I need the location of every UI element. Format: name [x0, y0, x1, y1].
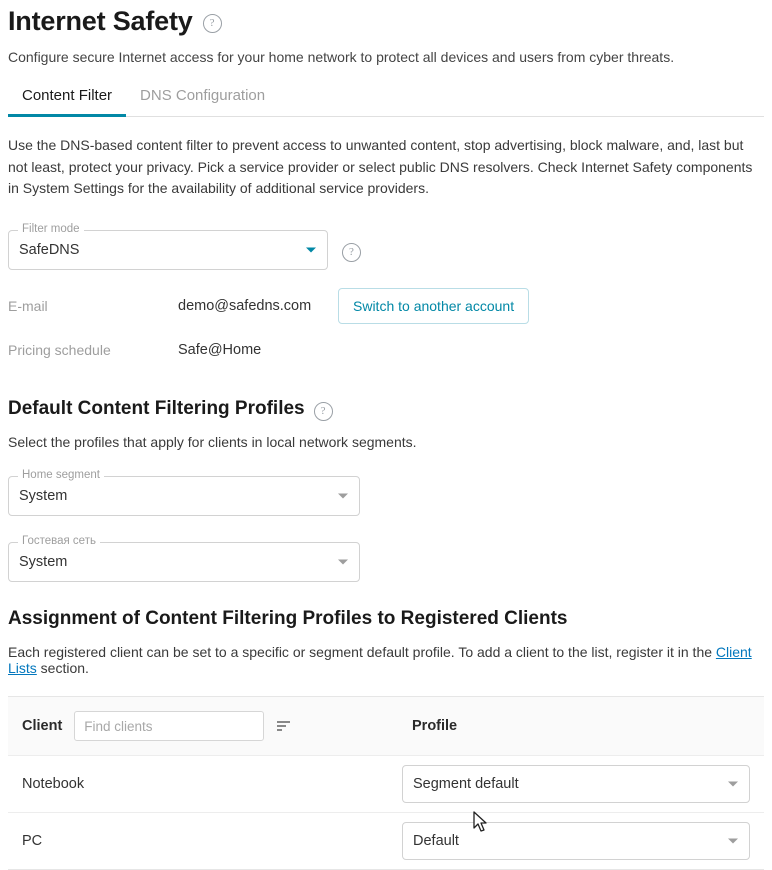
- filter-mode-help-circle-icon[interactable]: ?: [342, 243, 361, 262]
- profile-value: Default: [413, 833, 459, 850]
- default-profiles-header: [8, 398, 764, 420]
- table-row: [8, 813, 764, 869]
- content-filter-description: Use the DNS-based content filter to prevent access to unwanted content, stop advertising, block malware, and, last but not least, protect your privacy. Pick a service provider or select public DNS resolvers. Check Internet Safety components in System Settings for the availability of additional service providers.: [8, 137, 753, 197]
- client-column-label: Client: [22, 718, 63, 735]
- chevron-down-icon[interactable]: [338, 494, 348, 499]
- filter-mode-row: [8, 223, 764, 270]
- page-title: Internet Safety: [8, 6, 193, 36]
- profile-cell: [402, 765, 750, 803]
- client-column-header: [22, 711, 402, 741]
- home-segment-select[interactable]: [8, 469, 360, 516]
- pricing-schedule-value: Safe@Home: [178, 342, 262, 359]
- assignment-description: [8, 644, 764, 676]
- assignment-description-part1: Each registered client can be set to a specific or segment default profile. To add a client to the list, register it in the: [8, 644, 716, 661]
- table-row: [8, 756, 764, 813]
- profile-value: Segment default: [413, 776, 519, 793]
- pricing-schedule-label: Pricing schedule: [8, 342, 111, 359]
- assignment-header: [8, 608, 764, 630]
- profile-select[interactable]: [402, 765, 750, 803]
- guest-segment-label: Гостевая сеть: [18, 535, 100, 547]
- help-circle-icon[interactable]: ?: [203, 14, 222, 33]
- tab-dns-configuration[interactable]: DNS Configuration: [140, 87, 266, 104]
- email-label: E-mail: [8, 298, 48, 315]
- default-profiles-help-circle-icon[interactable]: ?: [314, 402, 333, 421]
- default-profiles-description: Select the profiles that apply for clients in local network segments.: [8, 434, 417, 451]
- profile-cell: [402, 822, 750, 860]
- home-segment-label: Home segment: [18, 469, 104, 481]
- filter-mode-label: Filter mode: [18, 223, 84, 235]
- assignment-title: Assignment of Content Filtering Profiles to Registered Clients: [8, 608, 568, 630]
- chevron-down-icon[interactable]: [728, 782, 738, 787]
- filter-mode-value: SafeDNS: [19, 242, 80, 259]
- table-header-row: [8, 697, 764, 756]
- chevron-down-icon[interactable]: [338, 560, 348, 565]
- client-lists-link[interactable]: Client Lists: [8, 644, 752, 677]
- profile-select[interactable]: [402, 822, 750, 860]
- clients-table: [8, 696, 764, 870]
- tab-bar: [8, 87, 764, 117]
- sort-icon[interactable]: [276, 719, 294, 733]
- chevron-down-icon[interactable]: [728, 839, 738, 844]
- client-name: PC: [22, 833, 43, 850]
- page-subtitle: Configure secure Internet access for your home network to protect all devices and users from cyber threats.: [8, 49, 675, 65]
- switch-account-button[interactable]: Switch to another account: [338, 288, 529, 324]
- client-name: Notebook: [22, 776, 85, 793]
- tab-content-filter[interactable]: Content Filter: [8, 87, 126, 116]
- assignment-description-part2: section.: [36, 660, 89, 677]
- guest-segment-value: System: [19, 554, 68, 571]
- email-value: demo@safedns.com: [178, 298, 312, 315]
- page-header: [8, 0, 764, 37]
- home-segment-value: System: [19, 488, 68, 505]
- email-row: [8, 288, 764, 324]
- profile-column-header: Profile: [412, 718, 458, 735]
- guest-segment-select[interactable]: [8, 535, 360, 582]
- filter-mode-select[interactable]: [8, 223, 328, 270]
- find-clients-input[interactable]: [74, 711, 264, 741]
- pricing-schedule-row: [8, 342, 764, 358]
- default-profiles-title: Default Content Filtering Profiles: [8, 398, 305, 420]
- chevron-down-icon[interactable]: [306, 248, 316, 253]
